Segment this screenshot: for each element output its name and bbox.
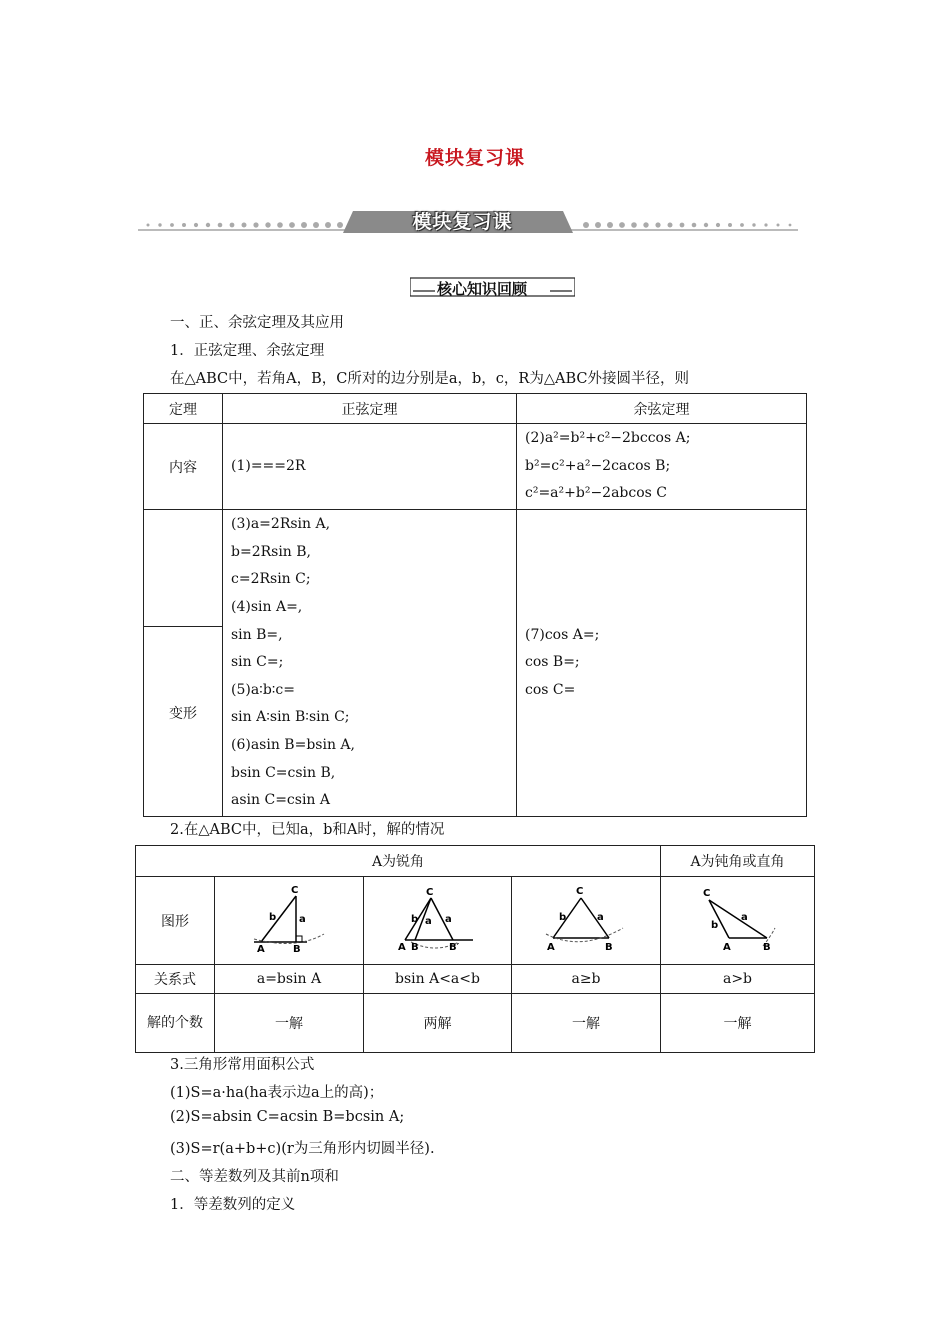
triangle-figure-two-solutions — [393, 884, 483, 954]
cosine-formula: c²=a²+b²−2abcos C — [525, 485, 668, 502]
row-label-relation: 关系式 — [136, 965, 215, 994]
sine-variant: sin B=, — [231, 626, 283, 643]
fig-label: B — [762, 941, 771, 953]
cosine-formula: (2)a²=b²+c²−2bccos A; — [525, 430, 691, 447]
acute-header: A为锐角 — [136, 846, 661, 877]
relation: a≥b — [512, 965, 661, 994]
fig-label: a — [424, 915, 432, 927]
row-label-content: 内容 — [144, 424, 223, 510]
triangle-figure-one-solution-large-a — [541, 884, 631, 954]
sine-variant: asin C=csin A — [231, 792, 330, 809]
fig-label: B — [293, 943, 301, 954]
cosine-variant: cos B=; — [525, 654, 580, 671]
col-header-sine: 正弦定理 — [223, 394, 517, 424]
sine-variant: (4)sin A=, — [231, 599, 303, 616]
cosine-variant: (7)cos A=; — [525, 626, 600, 643]
fig-label: a — [740, 911, 748, 923]
figure-cell-1 — [215, 877, 364, 965]
relation: a=bsin A — [215, 965, 364, 994]
area-formula: (3)S=r(a+b+c)(r为三角形内切圆半径). — [170, 1141, 435, 1157]
intro-text: 在△ABC中，若角A，B，C所对的边分别是a，b，c，R为△ABC外接圆半径，则 — [170, 371, 689, 387]
area-formula: (1)S=a·ha(ha表示边a上的高)； — [170, 1085, 384, 1101]
fig-label: A — [722, 941, 731, 953]
solutions-table — [135, 845, 815, 1053]
sine-variant: sin C=; — [231, 654, 284, 671]
area-formula: (2)S=absin C=acsin B=bcsin A; — [170, 1109, 405, 1125]
sine-variant: (5)a∶b∶c= — [231, 681, 295, 698]
solution-count: 一解 — [215, 994, 364, 1053]
fig-label: A — [257, 943, 265, 954]
col-header-theorem: 定理 — [144, 394, 223, 424]
cosine-formula: b²=c²+a²−2cacos B; — [525, 457, 671, 474]
row-label-count: 解的个数 — [136, 994, 215, 1053]
page-title: 模块复习课 — [424, 147, 525, 169]
law-table — [143, 393, 807, 817]
fig-label: B — [605, 941, 613, 953]
fig-label: C — [576, 885, 584, 897]
figure-cell-4 — [661, 877, 815, 965]
cosine-variants-cell — [517, 510, 807, 817]
cosine-content-cell — [517, 424, 807, 510]
col-header-cosine: 余弦定理 — [517, 394, 807, 424]
obtuse-header: A为钝角或直角 — [661, 846, 815, 877]
fig-label: B — [410, 941, 419, 953]
triangle-figure-one-solution-height — [249, 884, 329, 954]
sine-variant: sin A∶sin B∶sin C; — [231, 709, 350, 726]
figure-cell-3 — [512, 877, 661, 965]
fig-label: b — [710, 919, 718, 931]
row-label-variant-cell — [144, 510, 223, 817]
heading-1: 一、正、余弦定理及其应用 — [170, 315, 344, 331]
relation: bsin A<a<b — [364, 965, 512, 994]
fig-label: C — [425, 886, 433, 898]
relation: a>b — [661, 965, 815, 994]
cosine-variant: cos C= — [525, 681, 576, 698]
sine-variant: (6)asin B=bsin A, — [231, 736, 355, 753]
heading-1-1: 1．正弦定理、余弦定理 — [170, 343, 325, 359]
fig-label: b — [559, 911, 567, 923]
fig-label: C — [291, 884, 299, 896]
solution-count: 两解 — [364, 994, 512, 1053]
row-label-figure: 图形 — [136, 877, 215, 965]
heading-4: 二、等差数列及其前n项和 — [170, 1169, 339, 1185]
sine-content-cell — [223, 424, 517, 510]
section-tag: 核心知识回顾 — [437, 280, 528, 298]
banner-title: 模块复习课 — [412, 211, 513, 233]
fig-label: a — [444, 913, 452, 925]
figure-cell-2 — [364, 877, 512, 965]
fig-label: a — [299, 913, 306, 925]
sine-variant: c=2Rsin C; — [231, 571, 311, 588]
sine-variants-cell — [223, 510, 517, 817]
solution-count: 一解 — [661, 994, 815, 1053]
fig-label: A — [397, 941, 406, 953]
fig-label: A — [547, 941, 555, 953]
fig-label: C — [702, 887, 710, 899]
heading-3: 3.三角形常用面积公式 — [170, 1057, 315, 1073]
fig-label: a — [597, 911, 604, 923]
row-label-variant: 变形 — [169, 706, 197, 722]
sine-variant: bsin C=csin B, — [231, 764, 336, 781]
fig-label: b — [269, 911, 277, 923]
sine-content: (1)===2R — [231, 457, 306, 474]
heading-2: 2.在△ABC中，已知a，b和A时，解的情况 — [170, 822, 445, 838]
sine-variant: b=2Rsin B, — [231, 543, 312, 560]
triangle-figure-obtuse — [693, 884, 783, 954]
heading-4-1: 1．等差数列的定义 — [170, 1197, 296, 1213]
solution-count: 一解 — [512, 994, 661, 1053]
sine-variant: (3)a=2Rsin A, — [231, 516, 331, 533]
fig-label: B′ — [448, 941, 459, 953]
fig-label: b — [410, 913, 418, 925]
